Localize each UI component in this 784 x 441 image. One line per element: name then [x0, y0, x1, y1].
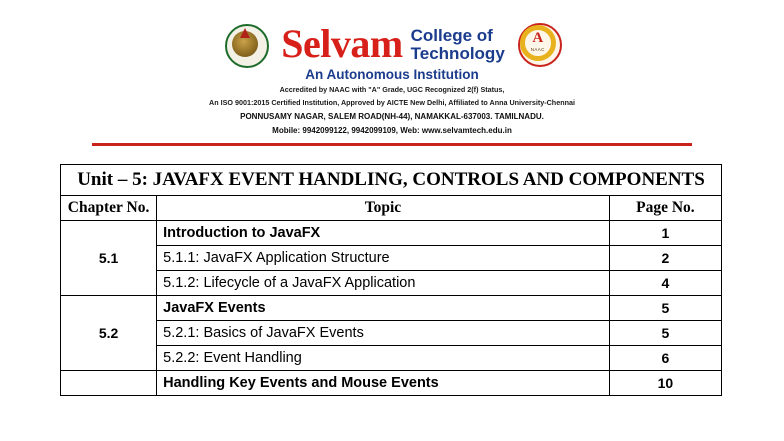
page-number: 1 [609, 221, 721, 246]
letterhead [0, 0, 784, 146]
topic-title: 5.2.2: Event Handling [157, 346, 610, 371]
table-row [61, 346, 722, 371]
topic-title: JavaFX Events [157, 296, 610, 321]
chapter-number [61, 371, 157, 396]
column-header-page: Page No. [609, 195, 721, 221]
page-number: 5 [609, 321, 721, 346]
college-name-line2: Technology [410, 44, 505, 63]
chapter-number: 5.1 [61, 221, 157, 296]
page-number: 6 [609, 346, 721, 371]
page-number: 10 [609, 371, 721, 396]
column-header-chapter: Chapter No. [61, 195, 157, 221]
page-number: 2 [609, 246, 721, 271]
address-line: PONNUSAMY NAGAR, SALEM ROAD(NH-44), NAMAKKAL-637003. TAMILNADU. [240, 111, 544, 121]
college-name-block [281, 21, 505, 66]
letterhead-divider [92, 143, 692, 146]
naac-a-grade-seal-icon [515, 22, 561, 66]
table-row [61, 371, 722, 396]
toc-header-row [61, 195, 722, 221]
chapter-number: 5.2 [61, 296, 157, 371]
table-row [61, 221, 722, 246]
unit-title: Unit – 5: JAVAFX EVENT HANDLING, CONTROLS AND COMPONENTS [61, 164, 722, 195]
college-name-main: Selvam [281, 21, 403, 66]
page-number: 5 [609, 296, 721, 321]
topic-title: 5.2.1: Basics of JavaFX Events [157, 321, 610, 346]
toc-container [60, 164, 724, 396]
contact-line: Mobile: 9942099122, 9942099109, Web: www.selvamtech.edu.in [272, 125, 512, 135]
table-row [61, 296, 722, 321]
topic-title: Handling Key Events and Mouse Events [157, 371, 610, 396]
college-emblem-icon [223, 22, 271, 66]
iso-affiliation-line: An ISO 9001:2015 Certified Institution, Approved by AICTE New Delhi, Affiliated to Anna University-Chennai [209, 98, 575, 108]
toc-table [60, 164, 722, 396]
naac-seal-subtext: NAAC [530, 47, 545, 52]
column-header-topic: Topic [157, 195, 610, 221]
letterhead-main-row [223, 22, 561, 66]
toc-unit-title-row [61, 164, 722, 195]
toc-body [61, 164, 722, 395]
table-row [61, 321, 722, 346]
page-number: 4 [609, 271, 721, 296]
autonomous-institution-label: An Autonomous Institution [305, 67, 479, 82]
topic-title: Introduction to JavaFX [157, 221, 610, 246]
accreditation-line: Accredited by NAAC with "A" Grade, UGC Recognized 2(f) Status, [279, 85, 505, 94]
table-row [61, 246, 722, 271]
naac-seal-letter: A [532, 30, 544, 46]
topic-title: 5.1.1: JavaFX Application Structure [157, 246, 610, 271]
topic-title: 5.1.2: Lifecycle of a JavaFX Application [157, 271, 610, 296]
college-name-line1: College of [410, 26, 493, 46]
table-row [61, 271, 722, 296]
